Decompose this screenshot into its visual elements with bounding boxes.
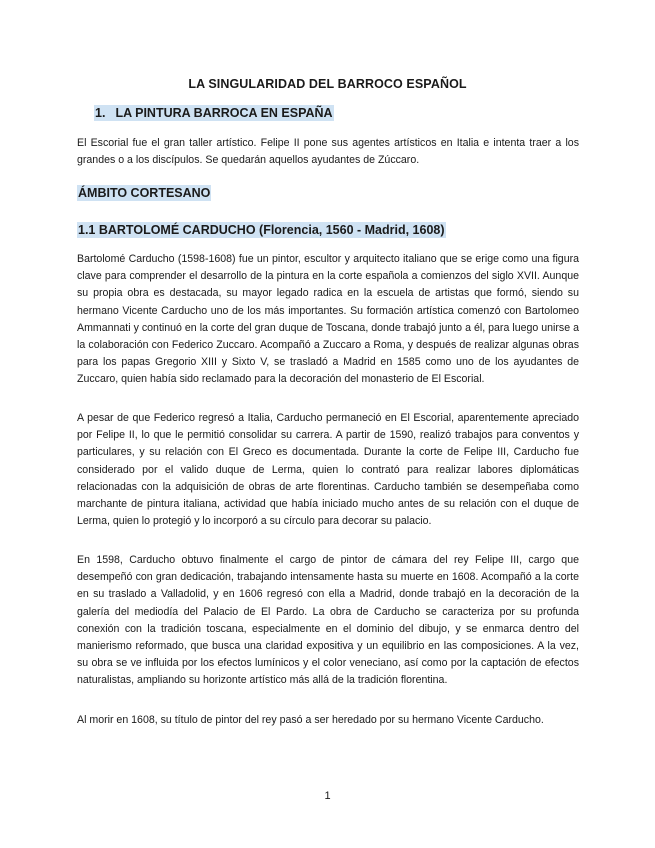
document-title: LA SINGULARIDAD DEL BARROCO ESPAÑOL [188,77,467,91]
heading-1-text: LA PINTURA BARROCA EN ESPAÑA [115,106,333,120]
paragraph-3: En 1598, Carducho obtuvo finalmente el cargo de pintor de cámara del rey Felipe III, cargo que desempeñó con gran dedicación, trabajando intensamente hasta su muerte en 1608. Acompañó a la corte en su traslado a Valladolid, y en 1606 regresó con ella a Madrid, donde trabajó en la decoración de la galería del mediodía del Palacio de El Pardo. La obra de Carducho se caracteriza por su profunda conexión con la tradición toscana, especialmente en el dominio del dibujo, y se enmarca dentro del manierismo reformado, que busca una claridad expositiva y un equilibrio en las composiciones. A la vez, su obra se ve influida por los efectos lumínicos y el color veneciano, así como por la captación de efectos naturalistas, ampliando su horizonte artístico más allá de la tradición florentina. [77,554,579,687]
intro-paragraph: El Escorial fue el gran taller artístico. Felipe II pone sus agentes artísticos en Italia e intenta traer a los grandes o a los discípulos. Se quedarán aquellos ayudantes de Zúccaro. [77,137,579,167]
heading-1 [94,105,334,121]
paragraph-4: Al morir en 1608, su título de pintor del rey pasó a ser heredado por su hermano Vicente Carducho. [77,714,544,726]
page-number: 1 [324,790,331,802]
heading-1-number: 1. [95,106,106,120]
section-heading: ÁMBITO CORTESANO [78,186,211,200]
subsection-heading: 1.1 BARTOLOMÉ CARDUCHO (Florencia, 1560 - Madrid, 1608) [78,223,445,237]
paragraph-1: Bartolomé Carducho (1598-1608) fue un pintor, escultor y arquitecto italiano que se erige como una figura clave para comprender el desarrollo de la pintura en la corte española a comienzos del siglo XVII. Aunque su propia obra es destacada, su mayor legado radica en la escuela de artistas que formó, siendo su hermano Vicente Carducho uno de los más importantes. Su formación artística comenzó con Bartolomeo Ammannati y continuó en la corte del gran duque de Toscana, donde trabajó junto a él, para luego unirse a la colaboración con Federico Zuccaro. Acompañó a Zuccaro a Roma, y después de realizar algunas obras para los papas Gregorio XIII y Sixto V, se trasladó a Madrid en 1585 como uno de los ayudantes de Zuccaro, quien había sido reclamado para la decoración del monasterio de El Escorial. [77,253,579,386]
paragraph-2: A pesar de que Federico regresó a Italia, Carducho permaneció en El Escorial, aparentemente apreciado por Felipe II, lo que le permitió consolidar su carrera. A partir de 1590, realizó trabajos para conventos y particulares, y su relación con El Greco es documentada. Durante la corte de Felipe III, Carducho fue considerado por el valido duque de Lerma, quien lo contrató para realizar labores diplomáticas relacionadas con la adquisición de obras de arte florentinas. Carducho también se desempeñaba como marchante de pintura italiana, actividad que había iniciado mucho antes de su relación con el duque de Lerma, quien lo protegió y lo incorporó a su círculo para decorar su palacio. [77,412,579,528]
